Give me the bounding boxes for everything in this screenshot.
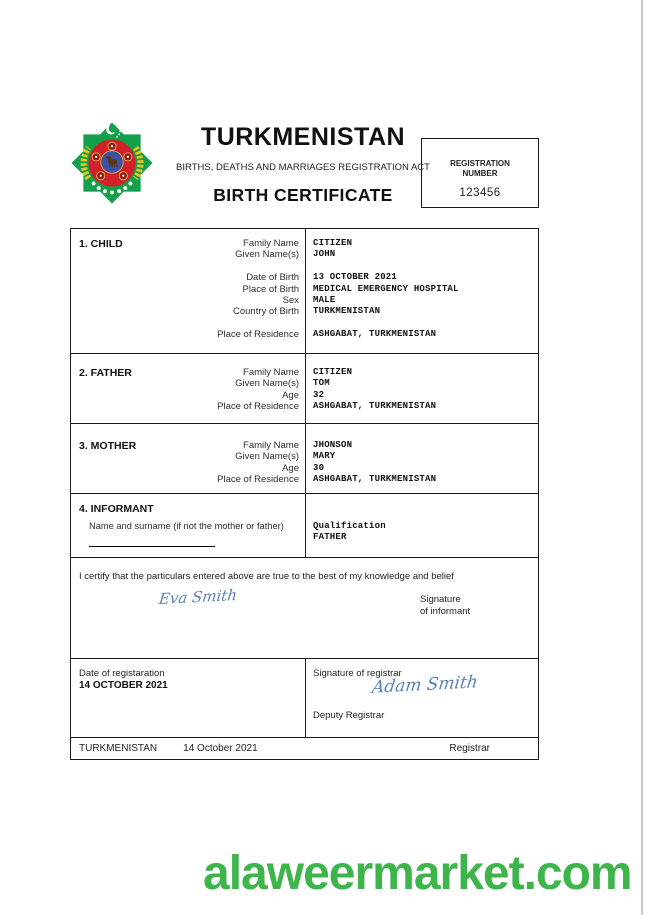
country-title: TURKMENISTAN [200, 123, 406, 151]
deputy-registrar-label: Deputy Registrar [313, 710, 385, 721]
father-given-names: TOM [313, 378, 330, 389]
certificate-table [70, 228, 539, 760]
child-sex: MALE [313, 295, 336, 306]
watermark-text: alaweermarket.com [203, 847, 632, 900]
informant-values [313, 521, 386, 544]
child-place-of-birth: MEDICAL EMERGENCY HOSPITAL [313, 283, 459, 294]
child-section-title: 1. CHILD [79, 238, 123, 250]
father-values [313, 354, 538, 413]
registrar-signature: Adam Smith [370, 672, 479, 698]
certification-statement: I certify that the particulars entered above are true to the best of my knowledge and belief [79, 571, 454, 582]
registration-block [71, 659, 538, 738]
mother-section-title: 3. MOTHER [79, 440, 137, 452]
act-subtitle: BIRTHS, DEATHS AND MARRIAGES REGISTRATION ACT [176, 162, 430, 173]
mother-values [313, 424, 538, 486]
mother-family-name: JHONSON [313, 440, 353, 450]
informant-qualification: FATHER [313, 532, 347, 543]
informant-signature: Eva Smith [157, 585, 239, 609]
document-title: BIRTH CERTIFICATE [213, 185, 393, 205]
mother-given-names: MARY [313, 451, 336, 462]
registration-number-box [421, 138, 539, 208]
child-residence: ASHGABAT, TURKMENISTAN [313, 329, 437, 340]
signature-of-registrar-label: Signature of registrar [313, 668, 402, 679]
mother-age: 30 [313, 462, 325, 473]
father-age: 32 [313, 389, 325, 400]
section-informant [71, 494, 538, 558]
mother-labels: Family Name Given Name(s) Age Place of Residence [217, 440, 299, 486]
signature-of-informant-label: Signature of informant [420, 594, 471, 617]
child-labels: Family Name Given Name(s) Date of Birth Place of Birth Sex Country of Birth Place of Residence [217, 238, 299, 341]
child-values [313, 229, 538, 341]
father-residence: ASHGABAT, TURKMENISTAN [313, 401, 437, 412]
informant-name-blank-line [89, 546, 215, 547]
date-of-registration-label: Date of registaration [79, 668, 165, 679]
informant-section-title: 4. INFORMANT [79, 503, 154, 515]
section-father [71, 354, 538, 424]
father-family-name: CITIZEN [313, 367, 353, 377]
date-of-registration-value: 14 OCTOBER 2021 [79, 680, 168, 691]
child-country-of-birth: TURKMENISTAN [313, 306, 381, 317]
child-date-of-birth: 13 OCTOBER 2021 [313, 272, 398, 283]
registration-number-value: 123456 [459, 187, 501, 199]
informant-qualification-label: Qualification [313, 521, 386, 531]
child-given-names: JOHN [313, 249, 336, 260]
section-mother [71, 424, 538, 494]
page-edge-line [641, 0, 643, 915]
informant-name-label: Name and surname (if not the mother or father) [89, 521, 284, 531]
footer-date: 14 October 2021 [183, 743, 258, 754]
father-labels: Family Name Given Name(s) Age Place of Residence [217, 367, 299, 413]
mother-residence: ASHGABAT, TURKMENISTAN [313, 474, 437, 485]
father-section-title: 2. FATHER [79, 367, 132, 379]
section-child [71, 229, 538, 354]
footer-country: TURKMENISTAN [79, 743, 158, 754]
registration-number-label: REGISTRATION NUMBER [450, 159, 510, 178]
footer-registrar-label: Registrar [449, 743, 490, 754]
certification-block [71, 558, 538, 659]
footer-strip [71, 738, 538, 759]
child-family-name: CITIZEN [313, 238, 353, 248]
